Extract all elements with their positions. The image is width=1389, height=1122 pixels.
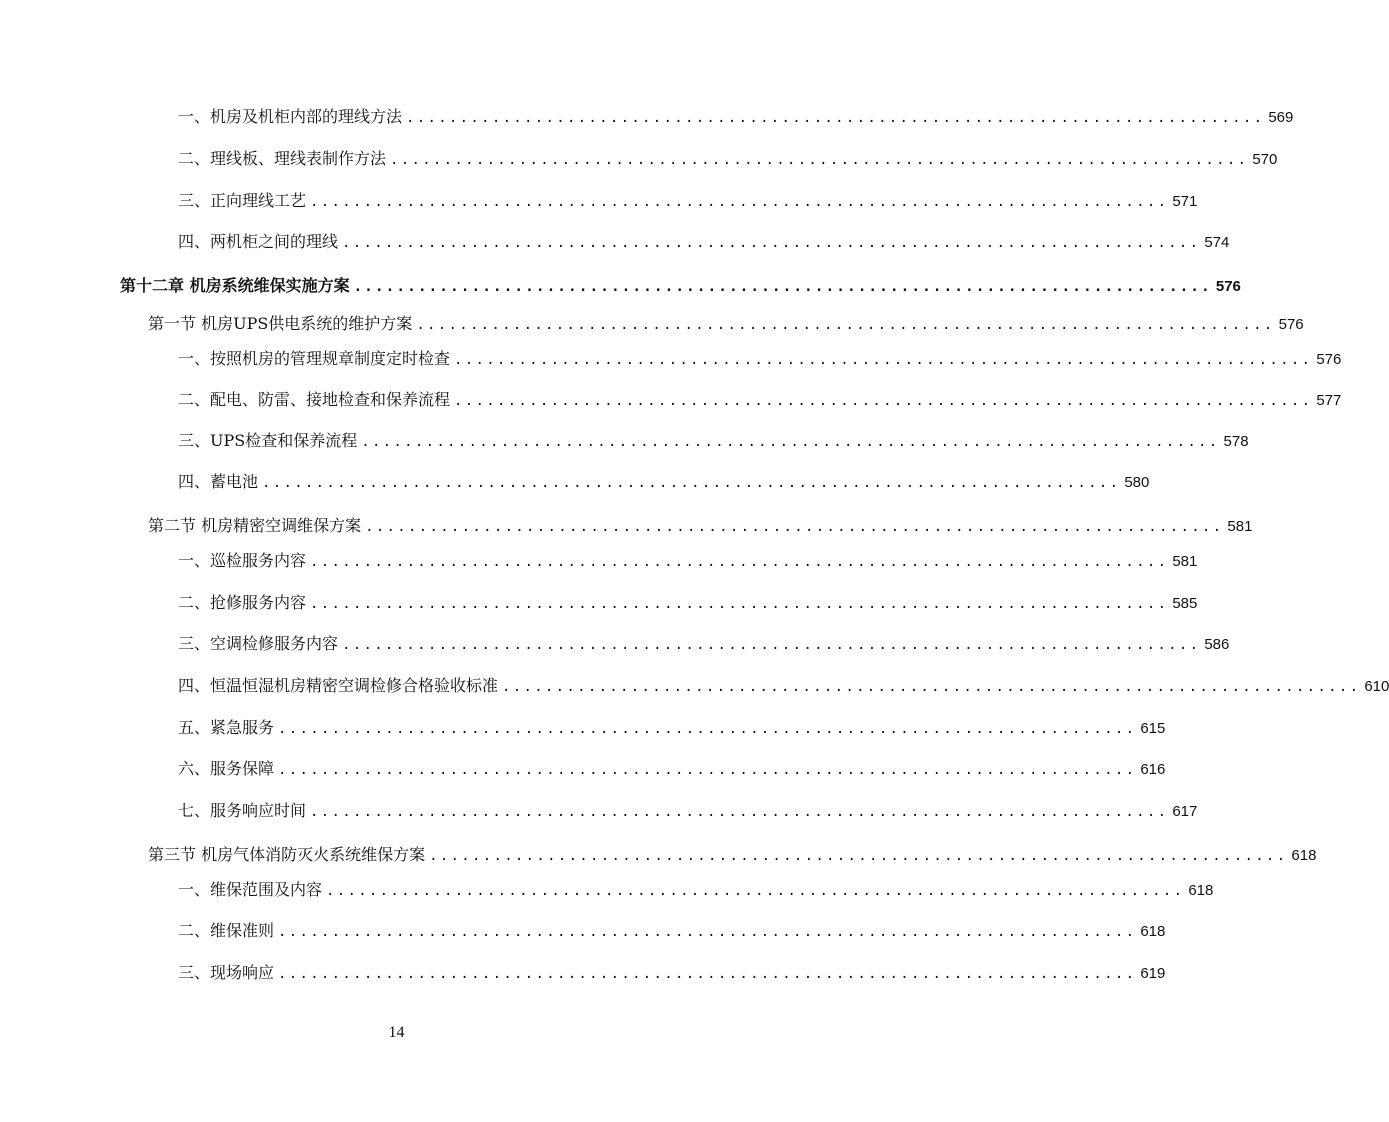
toc-entry-page: 576	[1278, 316, 1304, 333]
page-number: 14	[388, 1024, 405, 1041]
toc-section-entry[interactable]	[148, 516, 1253, 537]
toc-leader-dots: ................................................................................	[353, 279, 1212, 295]
toc-entry-page: 576	[1215, 278, 1241, 295]
toc-entry[interactable]	[178, 349, 1342, 370]
toc-entry-page: 581	[1227, 518, 1253, 535]
toc-entry-page: 571	[1172, 193, 1198, 210]
toc-leader-dots: ................................................................................	[278, 762, 1137, 778]
toc-entry-title: 五、紧急服务	[178, 718, 275, 737]
toc-leader-dots: ................................................................................	[361, 434, 1220, 450]
toc-entry-page: 585	[1172, 595, 1198, 612]
toc-entry-page: 617	[1172, 803, 1198, 820]
toc-entry-title: 二、理线板、理线表制作方法	[178, 149, 387, 168]
toc-entry-page: 581	[1172, 553, 1198, 570]
toc-leader-dots: ................................................................................	[278, 924, 1137, 940]
toc-entry-title: 四、恒温恒湿机房精密空调检修合格验收标准	[178, 676, 499, 695]
toc-entry-title: 三、正向理线工艺	[178, 191, 307, 210]
toc-leader-dots: ................................................................................	[310, 804, 1169, 820]
toc-entry-page: 619	[1140, 965, 1166, 982]
toc-entry[interactable]	[178, 390, 1342, 411]
toc-section-entry[interactable]	[148, 314, 1304, 335]
toc-entry-page: 569	[1268, 109, 1294, 126]
toc-leader-dots: ................................................................................	[310, 554, 1169, 570]
toc-leader-dots: ................................................................................	[454, 393, 1313, 409]
toc-entry-page: 577	[1316, 392, 1342, 409]
toc-entry-title: 第二节 机房精密空调维保方案	[148, 516, 362, 535]
toc-entry[interactable]	[178, 759, 1166, 780]
toc-entry[interactable]	[178, 718, 1166, 739]
toc-entry-title: 二、维保准则	[178, 921, 275, 940]
toc-leader-dots: ................................................................................	[310, 596, 1169, 612]
toc-entry-title: 第三节 机房气体消防灭火系统维保方案	[148, 845, 426, 864]
toc-entry[interactable]	[178, 472, 1150, 493]
toc-entry-page: 618	[1188, 882, 1214, 899]
toc-entry-title: 三、空调检修服务内容	[178, 634, 339, 653]
toc-leader-dots: ................................................................................	[406, 110, 1265, 126]
toc-leader-dots: ................................................................................	[416, 317, 1275, 333]
toc-leader-dots: ................................................................................	[278, 721, 1137, 737]
toc-entry-page: 576	[1316, 351, 1342, 368]
toc-leader-dots: ................................................................................	[365, 519, 1224, 535]
toc-entry-page: 618	[1291, 847, 1317, 864]
toc-entry-title: 一、机房及机柜内部的理线方法	[178, 107, 403, 126]
toc-entry-title: 二、配电、防雷、接地检查和保养流程	[178, 390, 451, 409]
toc-entry-title: 三、UPS检查和保养流程	[178, 431, 358, 450]
toc-leader-dots: ................................................................................	[278, 966, 1137, 982]
toc-entry-page: 574	[1204, 234, 1230, 251]
toc-entry-page: 615	[1140, 720, 1166, 737]
toc-entry[interactable]	[178, 921, 1166, 942]
toc-entry-page: 586	[1204, 636, 1230, 653]
toc-entry[interactable]	[178, 963, 1166, 984]
toc-entry-title: 七、服务响应时间	[178, 801, 307, 820]
toc-entry-page: 616	[1140, 761, 1166, 778]
toc-entry-page: 580	[1124, 474, 1150, 491]
toc-entry-page: 610	[1364, 678, 1389, 695]
toc-leader-dots: ................................................................................	[310, 194, 1169, 210]
toc-entry-title: 第十二章 机房系统维保实施方案	[120, 276, 350, 295]
toc-entry[interactable]	[178, 431, 1249, 452]
toc-entry-page: 578	[1223, 433, 1249, 450]
toc-entry[interactable]	[178, 676, 1389, 697]
toc-leader-dots: ................................................................................	[342, 235, 1201, 251]
toc-leader-dots: ................................................................................	[390, 152, 1249, 168]
toc-leader-dots: ................................................................................	[454, 352, 1313, 368]
toc-entry[interactable]	[178, 801, 1198, 822]
toc-chapter-entry[interactable]	[120, 276, 1241, 297]
toc-entry[interactable]	[178, 634, 1230, 655]
toc-leader-dots: ................................................................................	[502, 679, 1361, 695]
toc-section-entry[interactable]	[148, 845, 1317, 866]
toc-entry[interactable]	[178, 593, 1198, 614]
toc-entry-title: 四、蓄电池	[178, 472, 259, 491]
toc-entry-title: 一、维保范围及内容	[178, 880, 323, 899]
toc-entry-title: 三、现场响应	[178, 963, 275, 982]
toc-leader-dots: ................................................................................	[342, 637, 1201, 653]
toc-entry[interactable]	[178, 149, 1278, 170]
toc-entry-title: 二、抢修服务内容	[178, 593, 307, 612]
toc-leader-dots: ................................................................................	[326, 883, 1185, 899]
toc-entry-title: 第一节 机房UPS供电系统的维护方案	[148, 314, 413, 333]
toc-leader-dots: ................................................................................	[262, 475, 1121, 491]
toc-entry[interactable]	[178, 551, 1198, 572]
toc-entry-page: 618	[1140, 923, 1166, 940]
toc-leader-dots: ................................................................................	[429, 848, 1288, 864]
toc-entry-title: 一、按照机房的管理规章制度定时检查	[178, 349, 451, 368]
toc-entry[interactable]	[178, 191, 1198, 212]
toc-entry[interactable]	[178, 880, 1214, 901]
toc-entry-title: 六、服务保障	[178, 759, 275, 778]
toc-entry[interactable]	[178, 232, 1230, 253]
toc-entry-title: 四、两机柜之间的理线	[178, 232, 339, 251]
toc-entry-title: 一、巡检服务内容	[178, 551, 307, 570]
toc-entry[interactable]	[178, 107, 1294, 128]
toc-entry-page: 570	[1252, 151, 1278, 168]
